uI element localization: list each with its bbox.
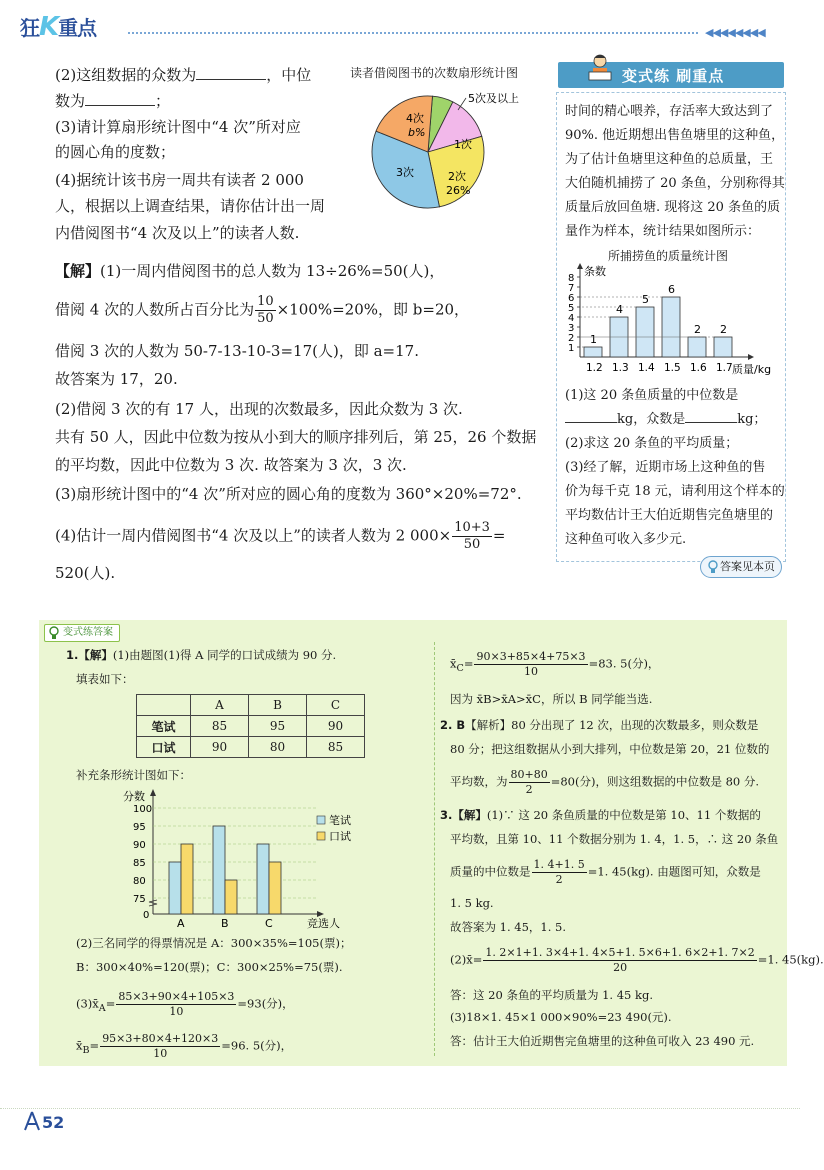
y-tick-label: 5 [568,303,575,314]
score-y-label: 分数 [123,790,145,803]
answer-1-line-5: B：300×40%=120(票)；C：300×25%=75(票). [76,960,343,974]
bar-A-笔试 [169,862,181,914]
table-cell: C [307,695,365,716]
score-bar-chart [117,786,367,928]
answer-1-line-1: 1.【解】(1)由题图(1)得 A 同学的口试成绩为 90 分. [66,648,337,662]
fraction: $\frac{85\times 3+90\times 4+105\times 3}{10}$ [118,990,235,1018]
practice-line-6: 量作为样本，统计结果如图所示： [565,224,761,239]
table-cell: B [249,695,307,716]
header-arrows: ◀◀◀◀◀◀◀◀ [705,26,765,39]
axis-break [149,900,157,906]
pie-chart-title: 读者借阅图书的次数扇形统计图 [350,66,519,80]
bar-B-口试 [225,880,237,914]
answer-3-line-2: 平均数，且第 10、11 个数据分别为 1. 4，1. 5，∴ 这 20 条鱼 [450,832,779,846]
table-header-row [137,695,365,716]
fraction: $\frac{1. 4+1. 5}{2}$ [533,858,585,886]
student-reading-icon [586,52,614,88]
practice-line-4: 大伯随机捕捞了 20 条鱼，分别称得其 [565,176,785,191]
solution-line-2: 借阅 4 次的人数所占百分比为 $\frac{10}{50}$ ×100%=20%，即 b=20， [55,294,470,326]
fraction: $\frac{90\times 3+85\times 4+75\times 3}{10}$ [476,650,586,678]
pie-label-four-a: 4次 [406,112,424,125]
bar-value-label: 6 [668,283,675,296]
practice-q3-line-1: (3)经了解，近期市场上这种鱼的售 [565,460,766,475]
page-number [22,1110,65,1136]
answer-2-line-2: 80 分；把这组数据从小到大排列，中位数是第 20，21 位数的 [450,742,770,756]
x-tick-label: C [265,917,273,930]
y-axis-arrow [577,263,583,269]
compass-ruler-icon [22,1110,42,1132]
page-header [0,0,800,48]
x-tick-label: B [221,917,229,930]
question-4-line-1: (4)据统计该书房一周共有读者 2 000 [55,171,304,189]
table-cell: 口试 [137,737,191,758]
solution-line-9: (4)估计一周内借阅图书“4 次及以上”的读者人数为 2 000× $\frac{10+3}{50}$ = [55,520,506,552]
solution-line-1: 【解】(1)一周内借阅图书的总人数为 13÷26%=50(人)， [55,262,445,280]
answer-3-line-5: 故答案为 1. 45，1. 5. [450,920,567,934]
x-tick-label: A [177,917,185,930]
y-tick-label: 0 [143,910,150,921]
fish-mass-bar-chart [562,263,782,381]
bar-value-label: 1 [590,333,597,346]
pie-label-two-a: 2次 [448,170,466,183]
fraction: $\frac{1. 2\times 1+1. 3\times 4+1. 4\times 5+1. 5\times 6+1. 6\times 2+1. 7\times 2}{20}$ [485,946,755,974]
legend-swatch-oral [317,832,325,840]
question-3-line-2: 的圆心角的度数； [55,143,176,161]
x-axis-arrow [748,354,754,360]
x-tick-label: 1.3 [612,362,629,374]
answer-blank [196,66,266,80]
answer-tag-label: 变式练答案 [63,627,113,638]
practice-title: 变式练 刷重点 [622,67,725,85]
answer-button-label: 答案见本页 [720,560,775,573]
x-tick-label: 1.7 [716,362,733,374]
table-cell: 85 [307,737,365,758]
footer-rule [0,1108,800,1109]
answer-column-divider [434,642,435,1056]
y-tick-label: 8 [568,273,575,284]
y-tick-label: 4 [568,313,575,324]
y-tick-label: 3 [568,323,575,334]
practice-line-3: 为了估计鱼塘里这种鱼的总质量，王 [565,152,774,167]
table-cell: 笔试 [137,716,191,737]
fraction: $\frac{10+3}{50}$ [454,520,490,552]
solution-line-10: 520(人). [55,564,116,582]
answer-1-line-4: (2)三名同学的得票情况是 A：300×35%=105(票)； [76,936,352,950]
bar-y-label: 条数 [584,265,606,278]
score-x-label: 竞选人 [307,917,340,930]
question-2-line-2: 数为 ； [55,92,171,110]
x-tick-label: 1.6 [690,362,707,374]
bar-chart-title: 所捕捞鱼的质量统计图 [608,249,729,263]
question-2-line-1: (2)这组数据的众数为 ，中位 [55,66,312,84]
answer-blank [565,411,617,423]
answer-panel-tag [44,624,120,642]
table-cell [137,695,191,716]
header-rule [128,32,698,34]
question-4-line-3: 内借阅图书“4 次及以上”的读者人数. [55,224,300,242]
table-row [137,716,365,737]
solution-line-7: 的平均数，因此中位数为 3 次. 故答案为 3 次，3 次. [55,456,407,474]
legend-label-written: 笔试 [329,814,351,827]
y-tick-label: 7 [568,283,575,294]
fraction: $\frac{95\times 3+80\times 4+120\times 3}{10}$ [102,1032,219,1060]
practice-q1-line-1: (1)这 20 条鱼质量的中位数是 [565,388,739,403]
solution-line-5: (2)借阅 3 次的有 17 人，出现的次数最多，因此众数为 3 次. [55,400,463,418]
pie-label-five: 5次及以上 [468,92,519,105]
y-tick-label: 75 [133,894,146,905]
bar-C-口试 [269,862,281,914]
practice-q3-line-2: 价为每千克 18 元，请利用这个样本的 [565,484,785,499]
bar-value-label: 4 [616,303,623,316]
score-table [136,694,365,758]
y-tick-label: 2 [568,333,575,344]
question-4-line-2: 人，根据以上调查结果，请你估计出一周 [55,197,326,215]
bar-C-笔试 [257,844,269,914]
answer-1-line-8: $x̄_C=$ $\frac{90\times 3+85\times 4+75\times 3}{10}$ =83. 5(分)， [450,650,660,678]
pie-label-four-b: b% [408,126,426,139]
lightbulb-icon [48,626,60,640]
y-axis-arrow [150,789,156,796]
answer-blank [685,411,737,423]
answer-1-line-7: $x̄_B=$ $\frac{95\times 3+80\times 4+120\times 3}{10}$ =96. 5(分)， [76,1032,293,1060]
practice-q1-line-2: kg，众数是 kg； [565,408,766,431]
solution-line-4: 故答案为 17，20. [55,370,178,388]
practice-line-1: 时间的精心喂养，存活率大致达到了 [565,104,774,119]
bar-value-label: 5 [642,293,649,306]
solution-line-8: (3)扇形统计图中的“4 次”所对应的圆心角的度数为 360°×20%=72°. [55,485,522,503]
table-cell: 85 [191,716,249,737]
y-tick-label: 80 [133,876,146,887]
y-tick-label: 1 [568,343,575,354]
pie-chart [360,80,540,220]
page-number-value: 52 [42,1113,65,1132]
answer-2-line-3: 平均数，为 $\frac{80+80}{2}$ =80(分)，则这组数据的中位数是 80 分. [450,768,760,796]
y-tick-label: 90 [133,840,146,851]
logo-k: K [39,12,59,42]
bar-value-label: 2 [694,323,701,336]
practice-q3-line-4: 这种鱼可收入多少元. [565,532,687,547]
solution-line-6: 共有 50 人，因此中位数为按从小到大的顺序排列后，第 25，26 个数据 [55,428,537,446]
answer-1-line-2: 填表如下： [76,672,134,686]
table-row [137,737,365,758]
x-tick-label: 1.2 [586,362,603,374]
answer-on-this-page-button[interactable] [700,556,782,578]
legend-label-oral: 口试 [329,830,351,843]
x-tick-label: 1.5 [664,362,681,374]
answer-1-line-3: 补充条形统计图如下： [76,768,191,782]
pie-label-one: 1次 [454,138,472,151]
answer-blank [85,92,155,106]
legend-swatch-written [317,816,325,824]
practice-q3-line-3: 平均数估计王大伯近期售完鱼塘里的 [565,508,774,523]
bar-1.2 [584,347,602,357]
table-cell: 90 [307,716,365,737]
bar-1.7 [714,337,732,357]
pie-label-three: 3次 [396,166,414,179]
pie-label-two-b: 26% [446,184,471,197]
y-tick-label: 85 [133,858,146,869]
lightbulb-icon [707,560,719,574]
y-tick-label: 100 [133,804,153,815]
logo-char-a: 狂 [20,16,39,40]
fraction: $\frac{80+80}{2}$ [510,768,548,796]
answer-3-line-7: 答：这 20 条鱼的平均质量为 1. 45 kg. [450,988,654,1002]
answer-3-line-8: (3)18×1. 45×1 000×90%=23 490(元). [450,1010,672,1024]
x-tick-label: 1.4 [638,362,655,374]
logo-char-b: 重点 [58,16,97,40]
answer-2-line-1: 2. B【解析】80 分出现了 12 次，出现的次数最多，则众数是 [440,718,759,732]
practice-q2: (2)求这 20 条鱼的平均质量； [565,436,739,451]
practice-line-5: 质量后放回鱼塘. 现将这 20 条鱼的质 [565,200,781,215]
bar-1.5 [662,297,680,357]
bar-value-label: 2 [720,323,727,336]
answer-3-line-9: 答：估计王大伯近期售完鱼塘里的这种鱼可收入 23 490 元. [450,1034,755,1048]
question-3-line-1: (3)请计算扇形统计图中“4 次”所对应 [55,118,301,136]
bar-B-笔试 [213,826,225,914]
table-cell: 90 [191,737,249,758]
practice-header [558,62,784,88]
answer-3-line-6: (2)x̄= $\frac{1. 2\times 1+1. 3\times 4+1. 4\times 5+1. 5\times 6+1. 6\times 2+1. 7\times 2}{20}$ =1. 45(kg). [450,946,824,974]
answer-3-line-4: 1. 5 kg. [450,896,494,910]
bar-A-口试 [181,844,193,914]
table-cell: 95 [249,716,307,737]
y-tick-label: 6 [568,293,575,304]
bar-1.4 [636,307,654,357]
brand-logo [20,12,96,42]
bar-1.6 [688,337,706,357]
answer-3-line-1: 3.【解】(1)∵ 这 20 条鱼质量的中位数是第 10、11 个数据的 [440,808,761,822]
answer-3-line-3: 质量的中位数是 $\frac{1. 4+1. 5}{2}$ =1. 45(kg). 由题图可知，众数是 [450,858,761,886]
table-cell: 80 [249,737,307,758]
answer-1-line-9: 因为 x̄B>x̄A>x̄C，所以 B 同学能当选. [450,692,653,706]
answer-1-line-6: $(3)x̄_A=$ $\frac{85\times 3+90\times 4+105\times 3}{10}$ =93(分)， [76,990,294,1018]
practice-line-2: 90%. 他近期想出售鱼塘里的这种鱼， [565,128,785,143]
fraction: $\frac{10}{50}$ [257,294,274,326]
bar-x-label: 质量/kg [732,363,772,376]
solution-line-3: 借阅 3 次的人数为 50-7-13-10-3=17(人)，即 a=17. [55,342,419,360]
table-cell: A [191,695,249,716]
y-tick-label: 95 [133,822,146,833]
